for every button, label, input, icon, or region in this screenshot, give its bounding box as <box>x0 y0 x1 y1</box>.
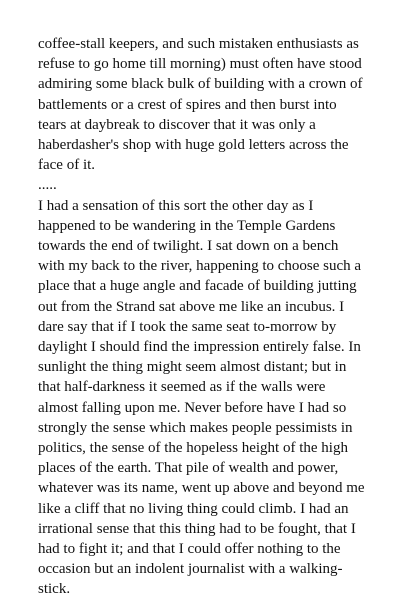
text-line: place that a huge angle and facade of building jutting <box>38 278 357 295</box>
text-line: tears at daybreak to discover that it was only a <box>38 116 316 133</box>
text-line: out from the Strand sat above me like an incubus. I <box>38 298 345 315</box>
body-text <box>38 34 388 600</box>
section-separator: ..... <box>38 177 57 194</box>
text-line: like a cliff that no living thing could climb. I had an <box>38 500 349 517</box>
text-line: occasion but an indolent journalist with a walking- <box>38 561 343 578</box>
text-line: had to fight it; and that I could offer nothing to the <box>38 541 341 558</box>
text-line: places of the earth. That pile of wealth and power, <box>38 460 339 477</box>
text-line: almost falling upon me. Never before have I had so <box>38 399 347 416</box>
text-line: dare say that if I took the same seat to-morrow by <box>38 318 337 335</box>
text-line: I had a sensation of this sort the other day as I <box>38 197 314 214</box>
text-line: admiring some black bulk of building with a crown of <box>38 76 363 93</box>
text-line: with my back to the river, happening to choose such a <box>38 258 362 275</box>
text-line: towards the end of twilight. I sat down on a bench <box>38 238 339 255</box>
text-line: irrational sense that this thing had to be fought, that I <box>38 520 356 537</box>
text-line: stick. <box>38 581 71 598</box>
text-line: politics, the sense of the hopeless height of the high <box>38 440 348 457</box>
text-line: refuse to go home till morning) must often have stood <box>38 56 362 73</box>
text-line: happened to be wandering in the Temple Gardens <box>38 217 336 234</box>
text-line: daylight I should find the impression entirely false. In <box>38 339 361 356</box>
text-line: battlements or a crest of spires and then burst into <box>38 96 337 113</box>
text-line: haberdasher's shop with huge gold letters across the <box>38 137 349 154</box>
text-line: sunlight the thing might seem almost distant; but in <box>38 359 347 376</box>
text-line: coffee-stall keepers, and such mistaken enthusiasts as <box>38 36 359 52</box>
text-line: that half-darkness it seemed as if the walls were <box>38 379 326 396</box>
text-line: whatever was its name, went up above and beyond me <box>38 480 365 497</box>
text-line: face of it. <box>38 157 96 174</box>
text-line: strongly the sense which makes people pessimists in <box>38 419 353 436</box>
